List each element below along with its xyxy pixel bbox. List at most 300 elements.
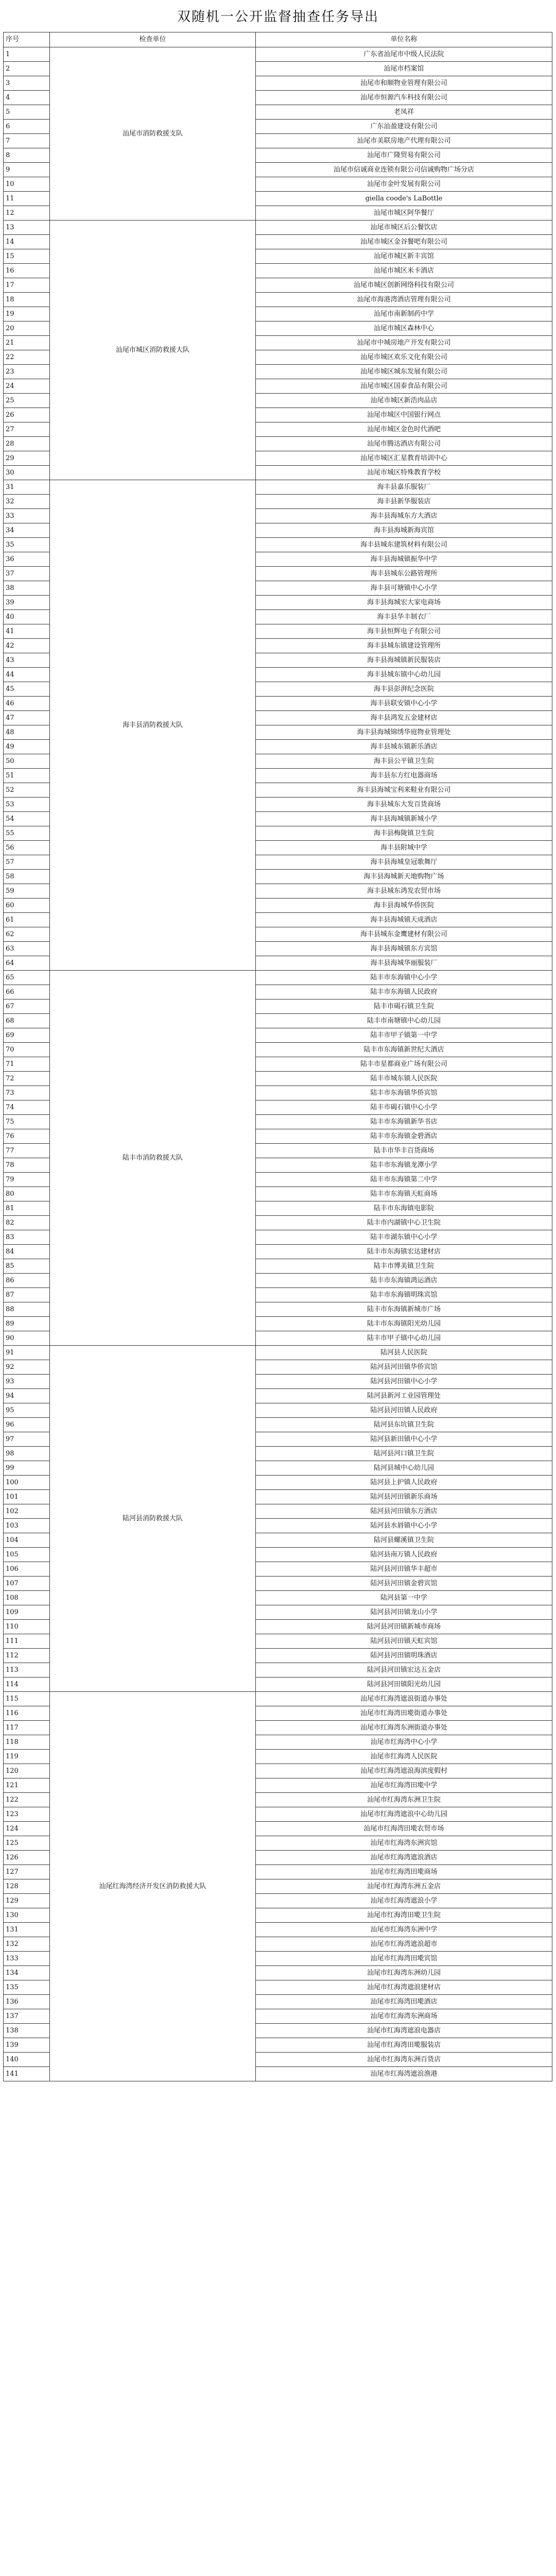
entity-name: 海丰县海城东方大酒店 [256, 509, 552, 523]
entity-name: 陆丰市星都商业广场有限公司 [256, 1057, 552, 1072]
row-number: 140 [4, 2053, 50, 2067]
entity-name: 广东省汕尾市中级人民法院 [256, 47, 552, 62]
row-number: 64 [4, 956, 50, 971]
entity-name: 汕尾市红海湾遮浪街道办事处 [256, 1692, 552, 1706]
entity-name: 海丰县可塘镇中心小学 [256, 581, 552, 596]
entity-name: 陆河县河田镇东方酒店 [256, 1504, 552, 1519]
entity-name: 陆河县河口镇卫生院 [256, 1447, 552, 1461]
row-number: 12 [4, 206, 50, 221]
entity-name: 陆河县河田镇明珠酒店 [256, 1649, 552, 1663]
row-number: 94 [4, 1389, 50, 1403]
row-number: 40 [4, 610, 50, 624]
entity-name: 陆丰市东海镇华侨宾馆 [256, 1086, 552, 1100]
inspection-unit: 陆河县消防救援大队 [50, 1346, 256, 1692]
row-number: 49 [4, 740, 50, 754]
row-number: 76 [4, 1129, 50, 1144]
entity-name: 海丰县华丰制衣厂 [256, 610, 552, 624]
entity-name: 海丰县城东大发百货商场 [256, 798, 552, 812]
row-number: 43 [4, 653, 50, 668]
row-number: 75 [4, 1115, 50, 1129]
entity-name: 汕尾市红海湾东洲宾馆 [256, 1836, 552, 1851]
row-number: 134 [4, 1966, 50, 1980]
row-number: 60 [4, 899, 50, 913]
row-number: 111 [4, 1634, 50, 1649]
entity-name: 海丰县附城中学 [256, 841, 552, 855]
row-number: 63 [4, 942, 50, 956]
entity-name: 汕尾市红海湾遮浪超市 [256, 1937, 552, 1952]
row-number: 102 [4, 1504, 50, 1519]
row-number: 70 [4, 1043, 50, 1057]
row-number: 18 [4, 293, 50, 307]
entity-name: 汕尾市中城房地产开发有限公司 [256, 336, 552, 350]
document-title: 双随机一公开监督抽查任务导出 [177, 9, 379, 25]
row-number: 114 [4, 1677, 50, 1692]
row-number: 16 [4, 264, 50, 278]
row-number: 135 [4, 1980, 50, 1995]
entity-name: 海丰县海城宝利来鞋业有限公司 [256, 783, 552, 798]
row-number: 139 [4, 2038, 50, 2053]
row-number: 82 [4, 1216, 50, 1230]
row-number: 25 [4, 394, 50, 408]
entity-name: 汕尾市红海湾田墘农贸市场 [256, 1822, 552, 1836]
entity-name: 海丰县新华服装店 [256, 495, 552, 509]
row-number: 34 [4, 523, 50, 538]
row-number: 14 [4, 235, 50, 249]
row-number: 50 [4, 754, 50, 769]
entity-name: 海丰县城东金鹰建材有限公司 [256, 927, 552, 942]
row-number: 107 [4, 1577, 50, 1591]
row-number: 59 [4, 884, 50, 899]
entity-name: 汕尾市城区金谷餐吧有限公司 [256, 235, 552, 249]
row-number: 109 [4, 1605, 50, 1620]
entity-name: 汕尾市城区新浩肉品店 [256, 394, 552, 408]
row-number: 51 [4, 769, 50, 783]
row-number: 95 [4, 1403, 50, 1418]
header-unit: 检查单位 [50, 32, 256, 47]
row-number: 105 [4, 1548, 50, 1562]
entity-name: 陆河县新田镇中心小学 [256, 1432, 552, 1447]
entity-name: 陆河县东坑镇卫生院 [256, 1418, 552, 1432]
table-row [4, 221, 552, 235]
entity-name: 海丰县城东镇新乐酒店 [256, 740, 552, 754]
entity-name: 陆河县河田镇宏达五金店 [256, 1663, 552, 1677]
row-number: 133 [4, 1952, 50, 1966]
entity-name: 陆河县新河工业园管理处 [256, 1389, 552, 1403]
table-row [4, 1692, 552, 1706]
row-number: 13 [4, 221, 50, 235]
row-number: 86 [4, 1274, 50, 1288]
entity-name: 陆丰市东海镇中心小学 [256, 971, 552, 985]
row-number: 62 [4, 927, 50, 942]
entity-name: 陆河县河田镇人民政府 [256, 1403, 552, 1418]
row-number: 88 [4, 1302, 50, 1317]
row-number: 42 [4, 639, 50, 653]
entity-name: 汕尾市红海湾东洲街道办事处 [256, 1721, 552, 1735]
row-number: 71 [4, 1057, 50, 1072]
entity-name: 陆丰市东海镇金碧酒店 [256, 1129, 552, 1144]
entity-name: 海丰县城东鸿发农贸市场 [256, 884, 552, 899]
entity-name: 汕尾市红海湾遮浪小学 [256, 1894, 552, 1908]
row-number: 98 [4, 1447, 50, 1461]
row-number: 119 [4, 1750, 50, 1764]
row-number: 44 [4, 668, 50, 682]
entity-name: 海丰县城东公路管理所 [256, 567, 552, 581]
row-number: 33 [4, 509, 50, 523]
row-number: 6 [4, 120, 50, 134]
entity-name: 汕尾市城区欢乐文化有限公司 [256, 350, 552, 365]
row-number: 85 [4, 1259, 50, 1274]
entity-name: 汕尾市红海湾东洲商场 [256, 2009, 552, 2024]
row-number: 110 [4, 1620, 50, 1634]
row-number: 47 [4, 711, 50, 725]
row-number: 54 [4, 812, 50, 826]
entity-name: 海丰县城东镇中心幼儿园 [256, 668, 552, 682]
table-row [4, 480, 552, 495]
row-number: 92 [4, 1360, 50, 1375]
entity-name: 陆河县河田镇龙山小学 [256, 1605, 552, 1620]
row-number: 39 [4, 596, 50, 610]
row-number: 8 [4, 148, 50, 163]
entity-name: 海丰县海城镇新民服装店 [256, 653, 552, 668]
row-number: 9 [4, 163, 50, 177]
row-number: 137 [4, 2009, 50, 2024]
entity-name: 广东汕盈建设有限公司 [256, 120, 552, 134]
entity-name: 陆河县河田镇中心小学 [256, 1375, 552, 1389]
entity-name: 海丰县海城宏大家电商场 [256, 596, 552, 610]
entity-name: 陆丰市东海镇龙潭小学 [256, 1158, 552, 1173]
entity-name: 陆河县河田镇华丰超市 [256, 1562, 552, 1577]
row-number: 36 [4, 552, 50, 567]
row-number: 61 [4, 913, 50, 927]
entity-name: 汕尾市红海湾田墘宾馆 [256, 1952, 552, 1966]
entity-name: 汕尾市红海湾遮浪渔港 [256, 2067, 552, 2081]
row-number: 11 [4, 192, 50, 206]
row-number: 131 [4, 1923, 50, 1937]
row-number: 55 [4, 826, 50, 841]
row-number: 57 [4, 855, 50, 870]
entity-name: 陆丰市东海镇人民政府 [256, 985, 552, 999]
row-number: 72 [4, 1072, 50, 1086]
table-row [4, 1346, 552, 1360]
row-number: 103 [4, 1519, 50, 1533]
entity-name: 汕尾市红海湾东洲百货店 [256, 2053, 552, 2067]
entity-name: 海丰县东方红电器商场 [256, 769, 552, 783]
row-number: 130 [4, 1908, 50, 1923]
row-number: 117 [4, 1721, 50, 1735]
entity-name: 陆丰市东海镇天虹商场 [256, 1187, 552, 1201]
entity-name: 汕尾市城区米卡酒店 [256, 264, 552, 278]
row-number: 104 [4, 1533, 50, 1548]
row-number: 127 [4, 1865, 50, 1879]
entity-name: 汕尾市城区创新网络科技有限公司 [256, 278, 552, 293]
row-number: 115 [4, 1692, 50, 1706]
row-number: 10 [4, 177, 50, 192]
row-number: 100 [4, 1476, 50, 1490]
entity-name: 陆河县南万镇人民政府 [256, 1548, 552, 1562]
entity-name: 老凤祥 [256, 105, 552, 120]
entity-name: 海丰县公平镇卫生院 [256, 754, 552, 769]
row-number: 68 [4, 1014, 50, 1028]
entity-name: 汕尾市红海湾东洲五金店 [256, 1879, 552, 1894]
entity-name: 汕尾市红海湾遮浪中心幼儿园 [256, 1807, 552, 1822]
entity-name: 陆丰市甲子镇第一中学 [256, 1028, 552, 1043]
row-number: 32 [4, 495, 50, 509]
row-number: 96 [4, 1418, 50, 1432]
entity-name: 汕尾市红海湾人民医院 [256, 1750, 552, 1764]
row-number: 78 [4, 1158, 50, 1173]
entity-name: 海丰县海城华丽服装厂 [256, 956, 552, 971]
entity-name: 陆丰市东海镇宏达建材店 [256, 1245, 552, 1259]
row-number: 81 [4, 1201, 50, 1216]
entity-name: 汕尾市城区特殊教育学校 [256, 466, 552, 480]
row-number: 77 [4, 1144, 50, 1158]
entity-name: 汕尾市城区后公餐饮店 [256, 221, 552, 235]
row-number: 106 [4, 1562, 50, 1577]
entity-name: 陆河县河田镇新乐商场 [256, 1490, 552, 1504]
entity-name: 汕尾市恒源汽车科技有限公司 [256, 91, 552, 105]
entity-name: 陆河县河田镇新城市商场 [256, 1620, 552, 1634]
entity-name: 海丰县海城新天地购物广场 [256, 870, 552, 884]
entity-name: 汕尾市红海湾遮浪电器店 [256, 2024, 552, 2038]
row-number: 38 [4, 581, 50, 596]
entity-name: 陆丰市华丰百货商场 [256, 1144, 552, 1158]
row-number: 128 [4, 1879, 50, 1894]
entity-name: 海丰县海城新海宾馆 [256, 523, 552, 538]
entity-name: 陆河县河田镇华侨宾馆 [256, 1360, 552, 1375]
row-number: 87 [4, 1288, 50, 1302]
row-number: 108 [4, 1591, 50, 1605]
entity-name: 汕尾市城区国泰食品有限公司 [256, 379, 552, 394]
entity-name: 陆河县第一中学 [256, 1591, 552, 1605]
entity-name: 汕尾市红海湾田墘酒店 [256, 1995, 552, 2009]
row-number: 29 [4, 451, 50, 466]
row-number: 80 [4, 1187, 50, 1201]
row-number: 122 [4, 1793, 50, 1807]
table-body [4, 47, 552, 2081]
entity-name: 汕尾市红海湾中心小学 [256, 1735, 552, 1750]
row-number: 28 [4, 437, 50, 451]
header-no: 序号 [4, 32, 50, 47]
inspection-unit: 汕尾市城区消防救援大队 [50, 221, 256, 480]
entity-name: 陆丰市东海镇新华书店 [256, 1115, 552, 1129]
row-number: 123 [4, 1807, 50, 1822]
entity-name: 汕尾市和顺物业管理有限公司 [256, 76, 552, 91]
entity-name: 陆丰市甲子镇中心幼儿园 [256, 1331, 552, 1346]
row-number: 112 [4, 1649, 50, 1663]
row-number: 124 [4, 1822, 50, 1836]
entity-name: 海丰县城东建筑材料有限公司 [256, 538, 552, 552]
entity-name: 汕尾市红海湾田墘街道办事处 [256, 1706, 552, 1721]
entity-name: 海丰县嘉乐服装厂 [256, 480, 552, 495]
entity-name: 陆丰市东海镇电影院 [256, 1201, 552, 1216]
row-number: 74 [4, 1100, 50, 1115]
entity-name: 汕尾市南新制药中学 [256, 307, 552, 321]
row-number: 116 [4, 1706, 50, 1721]
entity-name: 陆河县水唇镇中心小学 [256, 1519, 552, 1533]
row-number: 69 [4, 1028, 50, 1043]
row-number: 101 [4, 1490, 50, 1504]
entity-name: 陆河县上护镇人民政府 [256, 1476, 552, 1490]
entity-name: 海丰县海城锦绣华庭物业管理处 [256, 725, 552, 740]
entity-name: 陆丰市东海镇鸿运酒店 [256, 1274, 552, 1288]
row-number: 141 [4, 2067, 50, 2081]
entity-name: 汕尾市海港湾酒店管理有限公司 [256, 293, 552, 307]
entity-name: 汕尾市红海湾田墘商场 [256, 1865, 552, 1879]
entity-name: 汕尾市红海湾东洲卫生院 [256, 1793, 552, 1807]
entity-name: 陆河县河田镇阳光幼儿园 [256, 1677, 552, 1692]
row-number: 2 [4, 62, 50, 76]
row-number: 41 [4, 624, 50, 639]
entity-name: 汕尾市红海湾东洲中学 [256, 1923, 552, 1937]
row-number: 120 [4, 1764, 50, 1778]
entity-name: 海丰县城东镇建设管理所 [256, 639, 552, 653]
entity-name: 海丰县鸿发五金建材店 [256, 711, 552, 725]
entity-name: 汕尾市红海湾东洲幼儿园 [256, 1966, 552, 1980]
entity-name: 陆河县城中心幼儿园 [256, 1461, 552, 1476]
row-number: 23 [4, 365, 50, 379]
entity-name: 汕尾市红海湾田墘卫生院 [256, 1908, 552, 1923]
row-number: 1 [4, 47, 50, 62]
entity-name: 陆丰市东海镇阳光幼儿园 [256, 1317, 552, 1331]
task-table [3, 32, 552, 2081]
row-number: 67 [4, 999, 50, 1014]
entity-name: 海丰县联安镇中心小学 [256, 697, 552, 711]
entity-name: 陆丰市博美镇卫生院 [256, 1259, 552, 1274]
row-number: 121 [4, 1778, 50, 1793]
row-number: 83 [4, 1230, 50, 1245]
row-number: 93 [4, 1375, 50, 1389]
row-number: 4 [4, 91, 50, 105]
row-number: 99 [4, 1461, 50, 1476]
entity-name: 陆丰市东海镇新城市广场 [256, 1302, 552, 1317]
row-number: 19 [4, 307, 50, 321]
row-number: 48 [4, 725, 50, 740]
row-number: 35 [4, 538, 50, 552]
entity-name: 海丰县恒辉电子有限公司 [256, 624, 552, 639]
table-header-row [4, 32, 552, 47]
inspection-unit: 汕尾红海湾经济开发区消防救援大队 [50, 1692, 256, 2081]
row-number: 45 [4, 682, 50, 697]
entity-name: 陆丰市东海镇新世纪大酒店 [256, 1043, 552, 1057]
row-number: 53 [4, 798, 50, 812]
table-row [4, 47, 552, 62]
entity-name: 陆河县人民医院 [256, 1346, 552, 1360]
row-number: 46 [4, 697, 50, 711]
row-number: 90 [4, 1331, 50, 1346]
entity-name: 汕尾市信诚商业连锁有限公司信诚购物广场分店 [256, 163, 552, 177]
row-number: 113 [4, 1663, 50, 1677]
entity-name: 陆丰市东海镇第二中学 [256, 1173, 552, 1187]
row-number: 58 [4, 870, 50, 884]
entity-name: 海丰县海城镇新城小学 [256, 812, 552, 826]
row-number: 118 [4, 1735, 50, 1750]
entity-name: 汕尾市红海湾田墘服装店 [256, 2038, 552, 2053]
entity-name: 海丰县海城皇冠歌舞厅 [256, 855, 552, 870]
row-number: 21 [4, 336, 50, 350]
entity-name: 汕尾市城区汇星教育培训中心 [256, 451, 552, 466]
row-number: 24 [4, 379, 50, 394]
entity-name: 汕尾市红海湾田墘中学 [256, 1778, 552, 1793]
table-row [4, 971, 552, 985]
header-name: 单位名称 [256, 32, 552, 47]
row-number: 30 [4, 466, 50, 480]
row-number: 73 [4, 1086, 50, 1100]
entity-name: 汕尾市城区金色时代酒吧 [256, 422, 552, 437]
row-number: 22 [4, 350, 50, 365]
row-number: 5 [4, 105, 50, 120]
entity-name: 陆河县河田镇金碧宾馆 [256, 1577, 552, 1591]
row-number: 79 [4, 1173, 50, 1187]
row-number: 97 [4, 1432, 50, 1447]
inspection-unit: 海丰县消防救援大队 [50, 480, 256, 971]
entity-name: 海丰县海城镇振华中学 [256, 552, 552, 567]
entity-name: 陆丰市内湖镇中心卫生院 [256, 1216, 552, 1230]
entity-name: 陆丰市东海镇明珠宾馆 [256, 1288, 552, 1302]
row-number: 3 [4, 76, 50, 91]
row-number: 126 [4, 1851, 50, 1865]
entity-name: 汕尾市腾达酒店有限公司 [256, 437, 552, 451]
row-number: 84 [4, 1245, 50, 1259]
entity-name: 汕尾市红海湾遮浪海滨度假村 [256, 1764, 552, 1778]
entity-name: giella coode's LaBottle [256, 192, 552, 206]
row-number: 20 [4, 321, 50, 336]
entity-name: 汕尾市城区城东发展有限公司 [256, 365, 552, 379]
entity-name: 汕尾市红海湾遮浪酒店 [256, 1851, 552, 1865]
entity-name: 汕尾市美联房地产代理有限公司 [256, 134, 552, 148]
row-number: 89 [4, 1317, 50, 1331]
row-number: 7 [4, 134, 50, 148]
row-number: 66 [4, 985, 50, 999]
row-number: 17 [4, 278, 50, 293]
row-number: 56 [4, 841, 50, 855]
row-number: 132 [4, 1937, 50, 1952]
entity-name: 海丰县海城镇东方宾馆 [256, 942, 552, 956]
entity-name: 海丰县海城镇天成酒店 [256, 913, 552, 927]
entity-name: 汕尾市城区新丰宾馆 [256, 249, 552, 264]
row-number: 138 [4, 2024, 50, 2038]
row-number: 15 [4, 249, 50, 264]
inspection-unit: 汕尾市消防救援支队 [50, 47, 256, 221]
entity-name: 陆丰市碣石镇卫生院 [256, 999, 552, 1014]
entity-name: 汕尾市红海湾遮浪建材店 [256, 1980, 552, 1995]
entity-name: 汕尾市城区森林中心 [256, 321, 552, 336]
row-number: 91 [4, 1346, 50, 1360]
entity-name: 汕尾市城区中国银行网点 [256, 408, 552, 422]
inspection-unit: 陆丰市消防救援大队 [50, 971, 256, 1346]
entity-name: 海丰县梅陇镇卫生院 [256, 826, 552, 841]
entity-name: 汕尾市档案馆 [256, 62, 552, 76]
entity-name: 汕尾市广隆贸易有限公司 [256, 148, 552, 163]
row-number: 52 [4, 783, 50, 798]
row-number: 27 [4, 422, 50, 437]
entity-name: 陆丰市湖东镇中心小学 [256, 1230, 552, 1245]
row-number: 37 [4, 567, 50, 581]
row-number: 31 [4, 480, 50, 495]
entity-name: 陆河县河田镇天虹宾馆 [256, 1634, 552, 1649]
entity-name: 海丰县彭湃纪念医院 [256, 682, 552, 697]
entity-name: 陆丰市南塘镇中心幼儿园 [256, 1014, 552, 1028]
row-number: 129 [4, 1894, 50, 1908]
entity-name: 陆河县螺溪镇卫生院 [256, 1533, 552, 1548]
entity-name: 陆丰市城东镇人民医院 [256, 1072, 552, 1086]
row-number: 136 [4, 1995, 50, 2009]
row-number: 26 [4, 408, 50, 422]
entity-name: 陆丰市碣石镇中心小学 [256, 1100, 552, 1115]
row-number: 125 [4, 1836, 50, 1851]
entity-name: 汕尾市城区阿华餐厅 [256, 206, 552, 221]
row-number: 65 [4, 971, 50, 985]
entity-name: 汕尾市金叶发展有限公司 [256, 177, 552, 192]
